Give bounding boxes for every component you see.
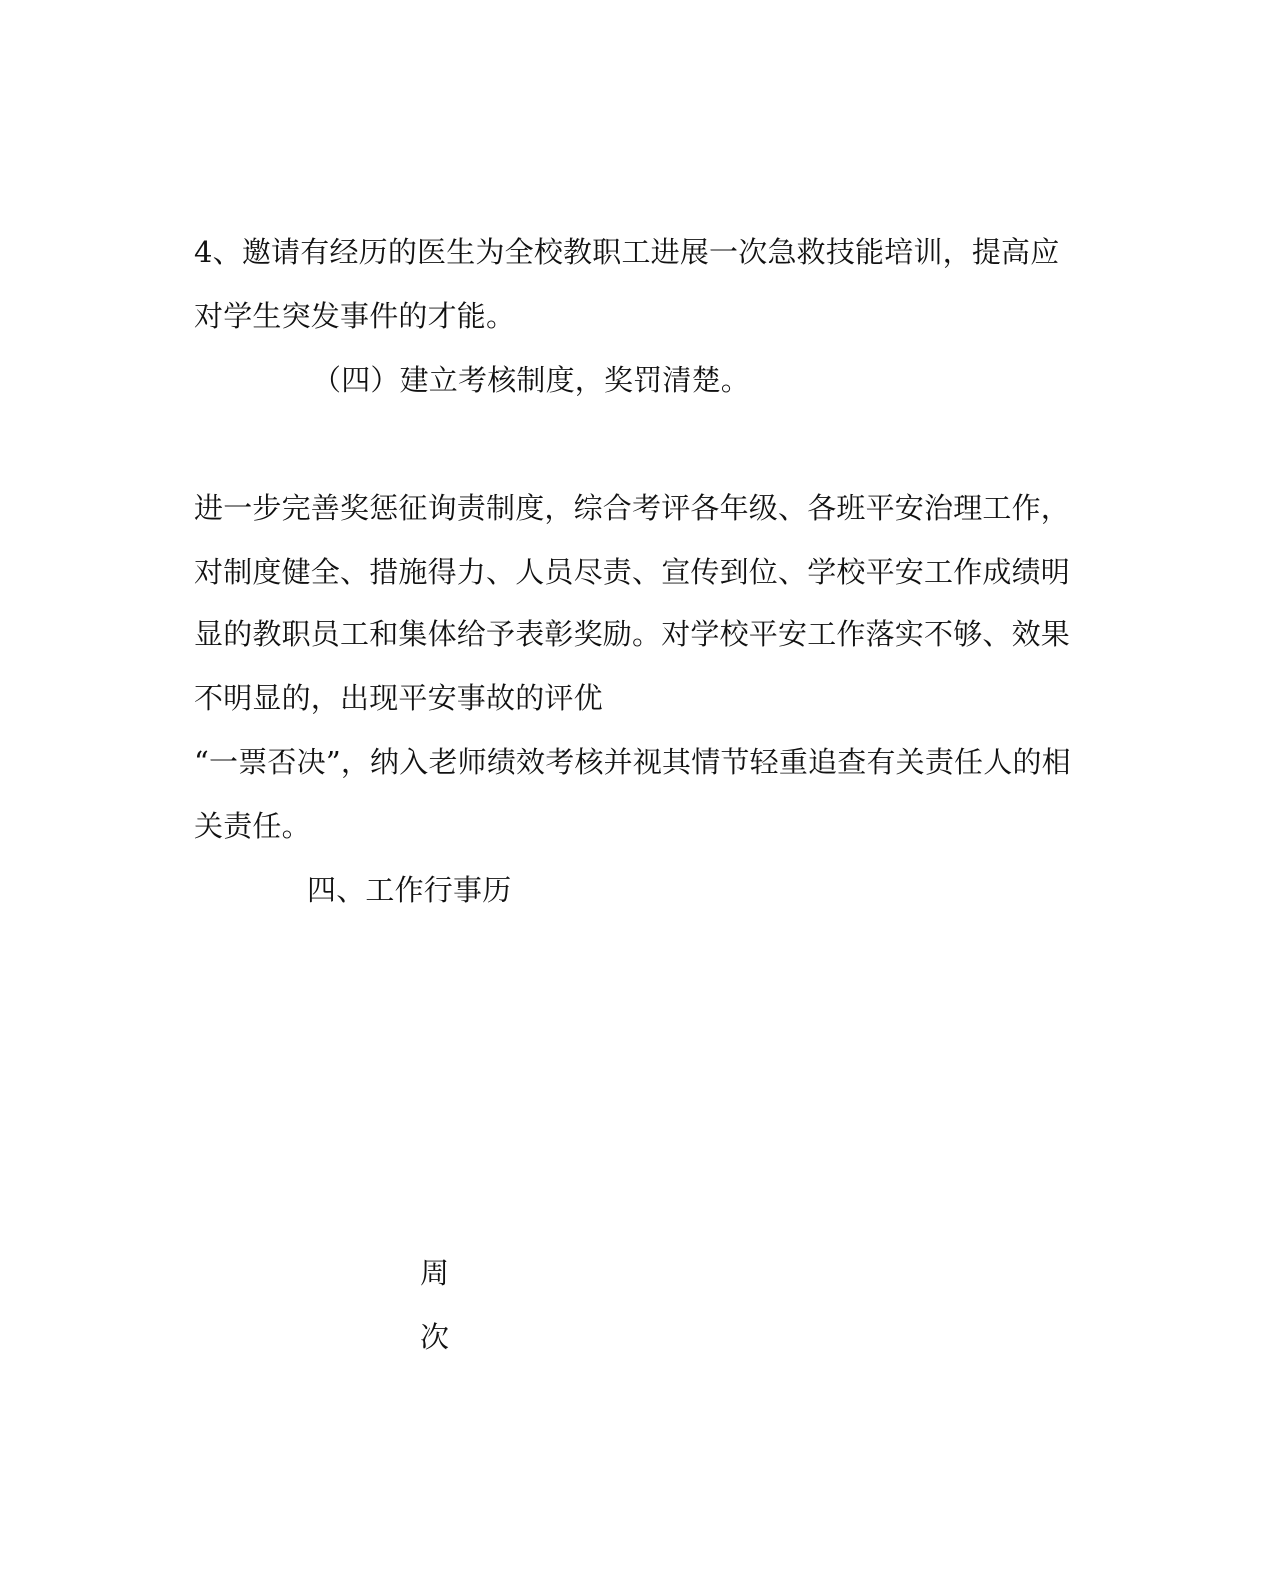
paragraph-line-3: 进一步完善奖惩征询责制度，综合考评各年级、各班平安治理工作， xyxy=(194,491,1071,525)
section-heading-4: （四）建立考核制度，奖罚清楚。 xyxy=(312,363,751,397)
paragraph-line-4: 对制度健全、措施得力、人员尽责、宣传到位、学校平安工作成绩明 xyxy=(194,555,1071,589)
table-header-char-week: 周 xyxy=(420,1256,450,1290)
paragraph-line-2: 对学生突发事件的才能。 xyxy=(194,299,516,333)
paragraph-line-8: 关责任。 xyxy=(194,809,311,843)
paragraph-line-6: 不明显的，出现平安事故的评优 xyxy=(194,681,603,715)
paragraph-line-7: “一票否决”，纳入老师绩效考核并视其情节轻重追查有关责任人的相 xyxy=(194,745,1071,779)
paragraph-line-1: 4、邀请有经历的医生为全校教职工进展一次急救技能培训，提高应 xyxy=(194,235,1060,269)
paragraph-line-5: 显的教职员工和集体给予表彰奖励。对学校平安工作落实不够、效果 xyxy=(194,617,1071,651)
table-header-char-order: 次 xyxy=(420,1320,450,1354)
section-heading-work-calendar: 四、工作行事历 xyxy=(307,873,512,907)
